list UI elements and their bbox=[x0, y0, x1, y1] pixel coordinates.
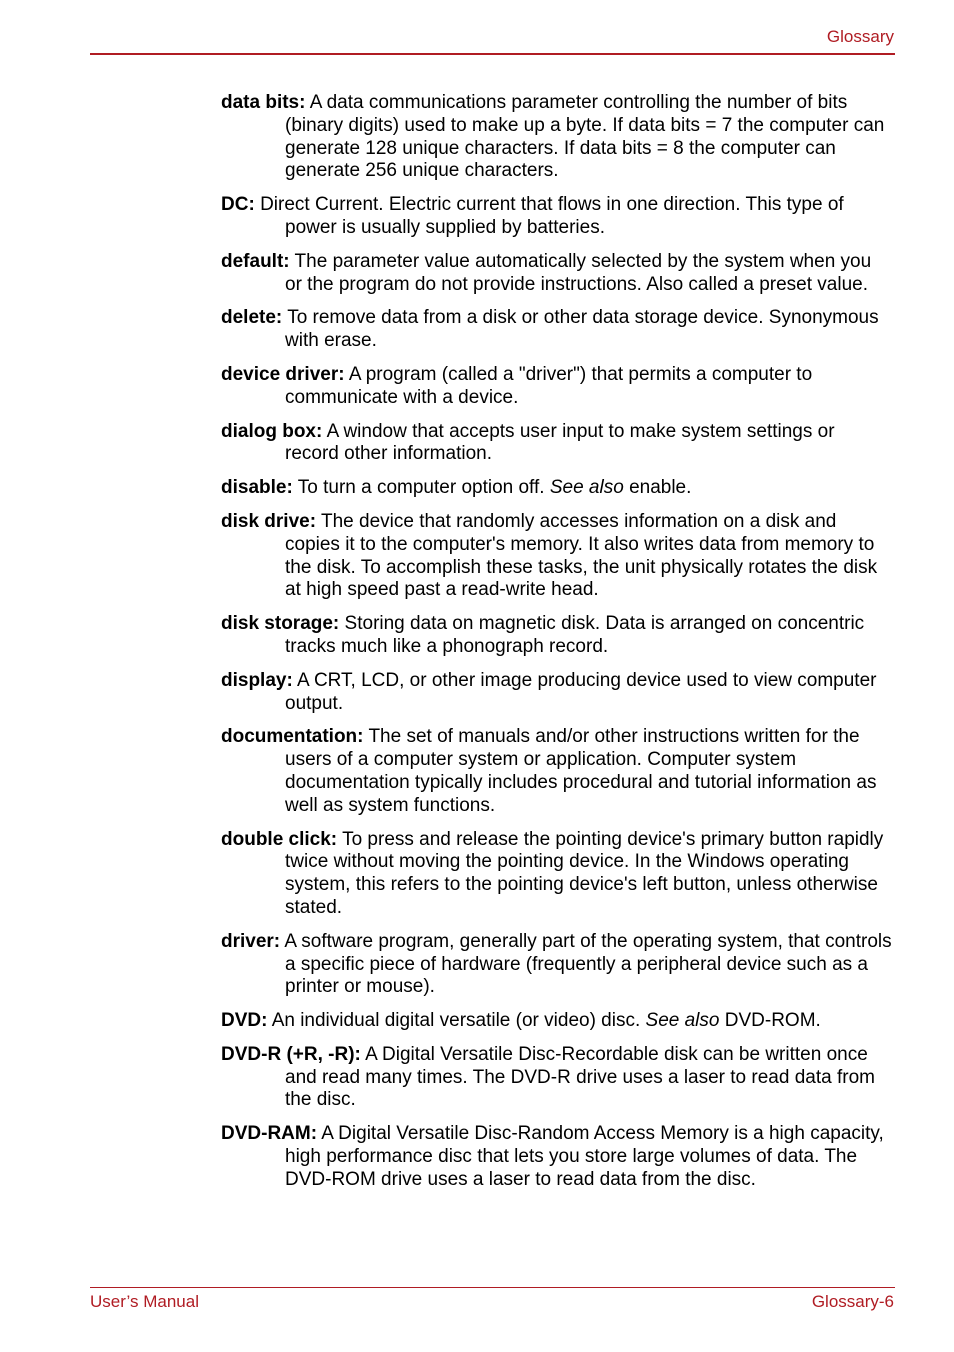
entry-definition: The set of manuals and/or other instructions written for the users of a computer system or application. Computer system documentation typically includes procedural and tutorial information as well as system functions. bbox=[285, 726, 877, 816]
entry-definition: The parameter value automatically selected by the system when you or the program do not provide instructions. Also called a preset value. bbox=[285, 250, 872, 295]
entry-term: default: bbox=[221, 250, 290, 272]
glossary-entry-delete bbox=[221, 307, 893, 353]
entry-term: DC: bbox=[221, 194, 255, 216]
glossary-entry-dvd bbox=[221, 1010, 893, 1033]
see-also-target: DVD-ROM. bbox=[724, 1010, 821, 1032]
glossary-entry-display bbox=[221, 670, 893, 716]
entry-definition: To press and release the pointing device's primary button rapidly twice without moving the pointing device. In the Windows operating system, this refers to the pointing device's left button, unless otherwise stated. bbox=[285, 828, 884, 918]
entry-term: DVD-R (+R, -R): bbox=[221, 1043, 361, 1065]
entry-definition: A program (called a "driver") that permits a computer to communicate with a device. bbox=[285, 363, 813, 408]
glossary-list bbox=[221, 92, 893, 1203]
glossary-entry-double-click bbox=[221, 829, 893, 920]
see-also-label: See also bbox=[549, 477, 624, 499]
glossary-entry-default bbox=[221, 251, 893, 297]
entry-definition: A CRT, LCD, or other image producing device used to view computer output. bbox=[285, 669, 877, 714]
footer-divider bbox=[90, 1287, 895, 1288]
entry-definition: An individual digital versatile (or video) disc. bbox=[271, 1010, 641, 1032]
entry-term: device driver: bbox=[221, 363, 345, 385]
entry-definition: Direct Current. Electric current that flows in one direction. This type of power is usually supplied by batteries. bbox=[260, 194, 844, 238]
entry-definition: Storing data on magnetic disk. Data is arranged on concentric tracks much like a phonograph record. bbox=[285, 613, 865, 657]
footer-manual-title: User’s Manual bbox=[90, 1292, 199, 1311]
glossary-entry-disable bbox=[221, 477, 893, 500]
entry-definition: A data communications parameter controlling the number of bits (binary digits) used to make up a byte. If data bits = 7 the computer can generate 128 unique characters. If data bits = 8 the computer can generate 256 unique characters. bbox=[285, 92, 885, 182]
entry-definition: A window that accepts user input to make system settings or record other information. bbox=[285, 420, 835, 465]
entry-term: dialog box: bbox=[221, 420, 323, 442]
entry-term: delete: bbox=[221, 307, 283, 329]
header-divider bbox=[90, 53, 895, 55]
glossary-entry-disk-drive bbox=[221, 511, 893, 602]
entry-term: documentation: bbox=[221, 726, 364, 748]
entry-term: display: bbox=[221, 669, 293, 691]
see-also-target: enable. bbox=[629, 477, 692, 499]
glossary-entry-dialog-box bbox=[221, 421, 893, 467]
entry-term: data bits: bbox=[221, 92, 306, 113]
glossary-entry-documentation bbox=[221, 726, 893, 817]
glossary-entry-device-driver bbox=[221, 364, 893, 410]
entry-term: double click: bbox=[221, 828, 338, 850]
glossary-entry-dc bbox=[221, 194, 893, 240]
entry-term: disable: bbox=[221, 477, 293, 499]
footer-page-number: Glossary-6 bbox=[811, 1292, 894, 1311]
header-section-title: Glossary bbox=[826, 27, 894, 46]
glossary-entry-dvd-ram bbox=[221, 1123, 893, 1191]
glossary-entry-dvd-r bbox=[221, 1044, 893, 1112]
entry-term: DVD-RAM: bbox=[221, 1123, 318, 1145]
entry-term: DVD: bbox=[221, 1010, 268, 1032]
entry-definition: A Digital Versatile Disc-Random Access Memory is a high capacity, high performance disc that lets you store large volumes of data. The DVD-ROM drive uses a laser to read data from the disc. bbox=[285, 1123, 884, 1190]
entry-definition: A Digital Versatile Disc-Recordable disk can be written once and read many times. The DVD-R drive uses a laser to read data from the disc. bbox=[285, 1043, 875, 1111]
entry-term: disk storage: bbox=[221, 613, 340, 635]
entry-term: disk drive: bbox=[221, 510, 317, 532]
glossary-entry-driver bbox=[221, 931, 893, 999]
glossary-entry-disk-storage bbox=[221, 613, 893, 659]
entry-term: driver: bbox=[221, 930, 281, 952]
entry-definition: The device that randomly accesses information on a disk and copies it to the computer's memory. It also writes data from memory to the disk. To accomplish these tasks, the unit physically rotates the disk at high speed past a read-write head. bbox=[285, 510, 878, 601]
entry-definition: A software program, generally part of the operating system, that controls a specific piece of hardware (frequently a peripheral device such as a printer or mouse). bbox=[284, 930, 892, 998]
glossary-entry-data-bits bbox=[221, 92, 893, 183]
entry-definition: To turn a computer option off. bbox=[297, 477, 545, 499]
see-also-label: See also bbox=[645, 1010, 720, 1032]
entry-definition: To remove data from a disk or other data storage device. Synonymous with erase. bbox=[285, 307, 879, 352]
